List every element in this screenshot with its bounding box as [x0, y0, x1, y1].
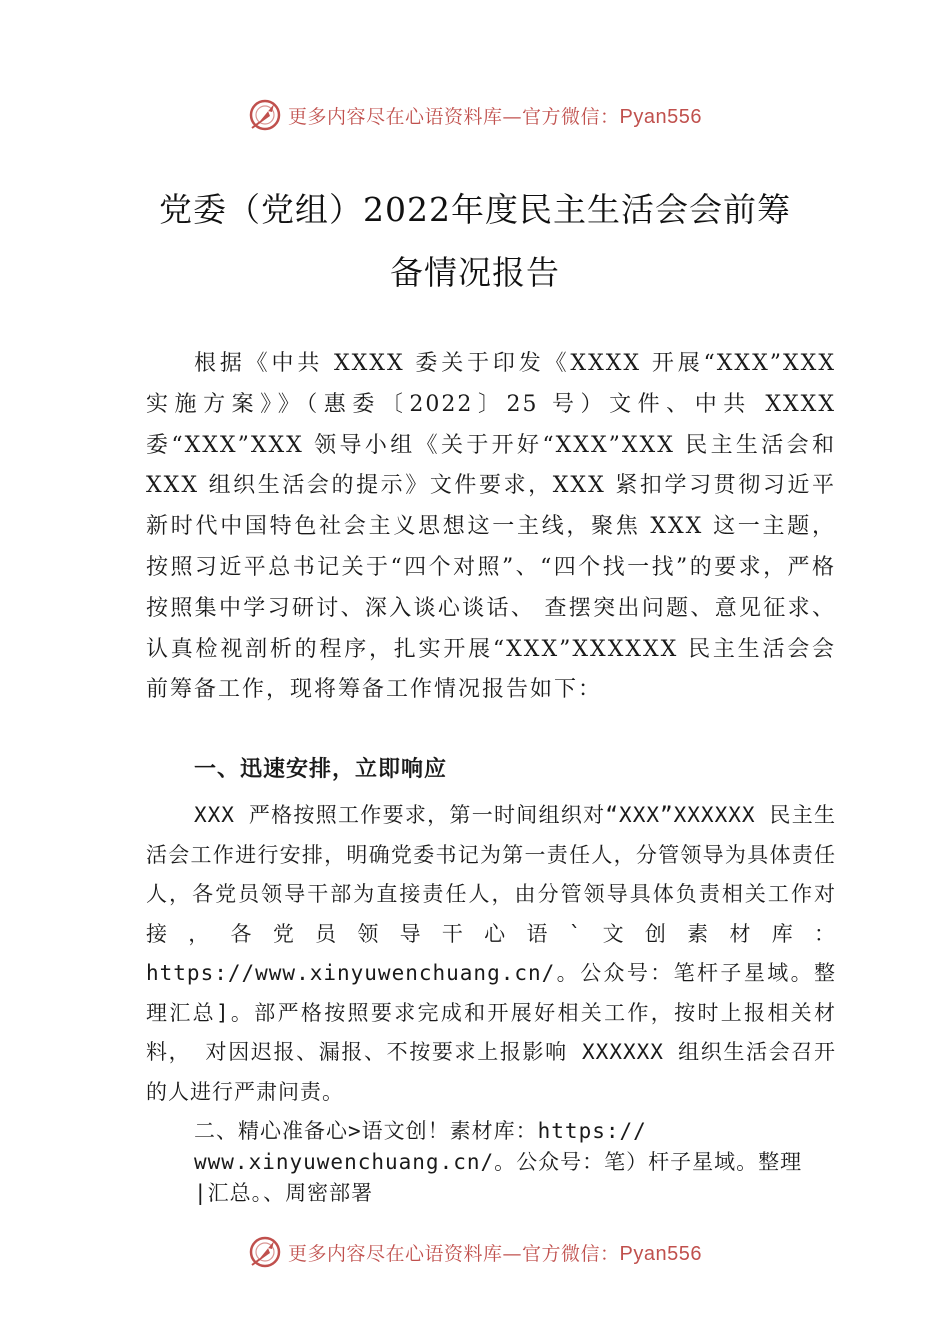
quill-seal-icon	[248, 1235, 282, 1269]
body-paragraph-3-line-3: |汇总。、周密部署	[194, 1181, 374, 1205]
watermark-handle: Pyan556	[619, 1242, 702, 1265]
watermark-banner-top	[0, 95, 950, 135]
watermark-handle: Pyan556	[619, 105, 702, 128]
body-paragraph-3-line-2: www.xinyuwenchuang.cn/。公众号：笔）杆子星域。整理	[194, 1150, 803, 1174]
document-title-line1: 党委（党组）2022年度民主生活会会前筹	[159, 190, 791, 229]
watermark-banner-bottom	[0, 1232, 950, 1272]
section-heading-1: 一、迅速安排，立即响应	[194, 757, 448, 782]
quill-seal-icon	[248, 98, 282, 132]
document-title-line2: 备情况报告	[390, 253, 560, 292]
watermark-text: 更多内容尽在心语资料库—官方微信：Pyan556	[288, 1242, 702, 1265]
body-paragraph-3	[194, 1116, 844, 1209]
watermark-text: 更多内容尽在心语资料库—官方微信：Pyan556	[288, 105, 702, 128]
body-paragraph-2: XXX 严格按照工作要求，第一时间组织对“XXX”XXXXXX 民主生活会工作进行安排，明确党委书记为第一责任人，分管领导为具体责任人，各党员领导干部为直接责任人，由分管领导具体负责相关工作对接，各党员领导干心语`文创素材库：https://www.xinyuwenchuang.cn/。公众号：笔杆子星域。整理汇总]。部严格按照要求完成和开展好相关工作，按时上报相关材料， 对因迟报、漏报、不按要求上报影响 XXXXXX 组织生活会召开的人进行严肃问责。	[146, 803, 836, 1104]
body-paragraph-1: 根据《中共 XXXX 委关于印发《XXXX 开展“XXX”XXX 实施方案》》（惠委〔2022〕25 号）文件、中共 XXXX 委“XXX”XXX 领导小组《关于开好“XXX”XXX 民主生活会和 XXX 组织生活会的提示》文件要求，XXX 紧扣学习贯彻习近平新时代中国特色社会主义思想这一主线，聚焦 XXX 这一主题，按照习近平总书记关于“四个对照”、“四个找一找”的要求，严格按照集中学习研讨、深入谈心谈话、 查摆突出问题、意见征求、认真检视剖析的程序，扎实开展“XXX”XXXXXX 民主生活会会前筹备工作，现将筹备工作情况报告如下：	[146, 351, 836, 703]
body-paragraph-3-line-1: 二、精心准备心>语文创！素材库：https://	[194, 1119, 647, 1143]
